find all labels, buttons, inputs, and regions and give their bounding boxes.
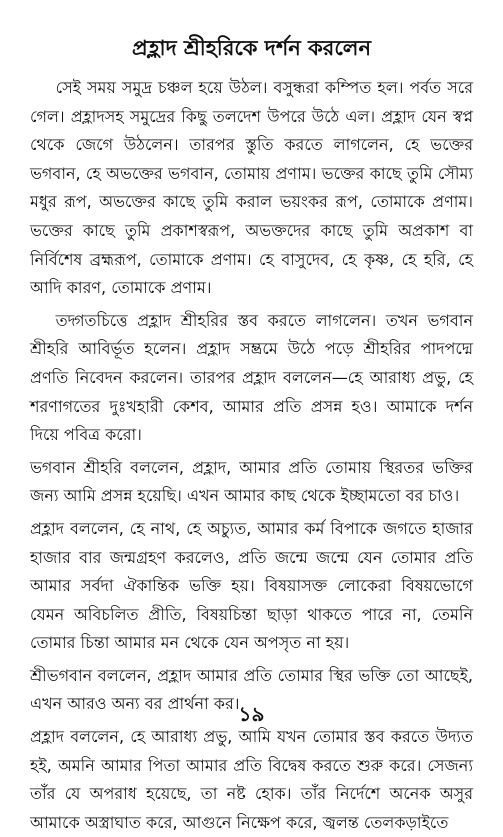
- paragraph-2: তদ্গতচিত্তে প্রহ্লাদ শ্রীহরির স্তব করতে লাগলেন। তখন ভগবান শ্রীহরি আবির্ভূত হলেন। প্রহ্লাদ সম্ভ্রমে উঠে পড়ে শ্রীহরির পাদপদ্মে প্রণতি নিবেদন করলেন। তারপর প্রহ্লাদ বললেন—হে আরাধ্য প্রভু, হে শরণাগতের দুঃখহারী কেশব, আমার প্রতি প্রসন্ন হও। আমাকে দর্শন দিয়ে পবিত্র করো।: [30, 310, 473, 445]
- paragraph-6: প্রহ্লাদ বললেন, হে আরাধ্য প্রভু, আমি যখন তোমার স্তব করতে উদ্যত হই, অমনি আমার পিতা আমার প্রতি বিদ্বেষ করতে শুরু করে। সেজন্য তাঁর যে অপরাধ হয়েছে, তা নষ্ট হোক। তাঁর নির্দেশে অনেক অসুর আমাকে অস্ত্রাঘাত করে, আগুনে নিক্ষেপ করে, জ্বলন্ত তেলকড়াইতে: [30, 727, 473, 832]
- paragraph-3: ভগবান শ্রীহরি বললেন, প্রহ্লাদ, আমার প্রতি তোমায় স্থিরতর ভক্তির জন্য আমি প্রসন্ন হয়েছি। এখন আমার কাছ থেকে ইচ্ছামতো বর চাও।: [30, 457, 473, 506]
- paragraph-4: প্রহ্লাদ বললেন, হে নাথ, হে অচ্যুত, আমার কর্ম বিপাকে জগতে হাজার হাজার বার জন্মগ্রহণ করলেও, প্রতি জন্মে জন্মে যেন তোমার প্রতি আমার সর্বদা ঐকান্তিক ভক্তি হয়। বিষয়াসক্ত লোকেরা বিষয়ভোগে যেমন অবিচলিত প্রীতি, বিষয়চিন্তা ছাড়া থাকতে পারে না, তেমনি তোমার চিন্তা আমার মন থেকে যেন অপসৃত না হয়।: [30, 518, 473, 653]
- paragraph-5: শ্রীভগবান বললেন, প্রহ্লাদ আমার প্রতি তোমার স্থির ভক্তি তো আছেই, এখন আরও অন্য বর প্রার্থনা কর।: [30, 665, 473, 714]
- page-number: ১৯: [238, 702, 265, 726]
- chapter-title: প্রহ্লাদ শ্রীহরিকে দর্শন করলেন: [132, 36, 371, 60]
- paragraph-1: সেই সময় সমুদ্র চঞ্চল হয়ে উঠল। বসুন্ধরা কম্পিত হল। পর্বত সরে গেল। প্রহ্লাদসহ সমুদ্রের কিছু তলদেশ উপরে উঠে এল। প্রহ্লাদ যেন স্বপ্ন থেকে জেগে উঠলেন। তারপর স্তুতি করতে লাগলেন, হে ভক্তের ভগবান, হে অভক্তের ভগবান, তোমায় প্রণাম। ভক্তের কাছে তুমি সৌম্য মধুর রূপ, অভক্তের কাছে তুমি করাল ভয়ংকর রূপ, তোমাকে প্রণাম। ভক্তের কাছে তুমি প্রকাশস্বরূপ, অভক্তদের কাছে তুমি অপ্রকাশ বা নির্বিশেষ ব্রহ্মরূপ, তোমাকে প্রণাম। হে বাসুদেব, হে কৃষ্ণ, হে হরি, হে আদি কারণ, তোমাকে প্রণাম।: [30, 78, 473, 298]
